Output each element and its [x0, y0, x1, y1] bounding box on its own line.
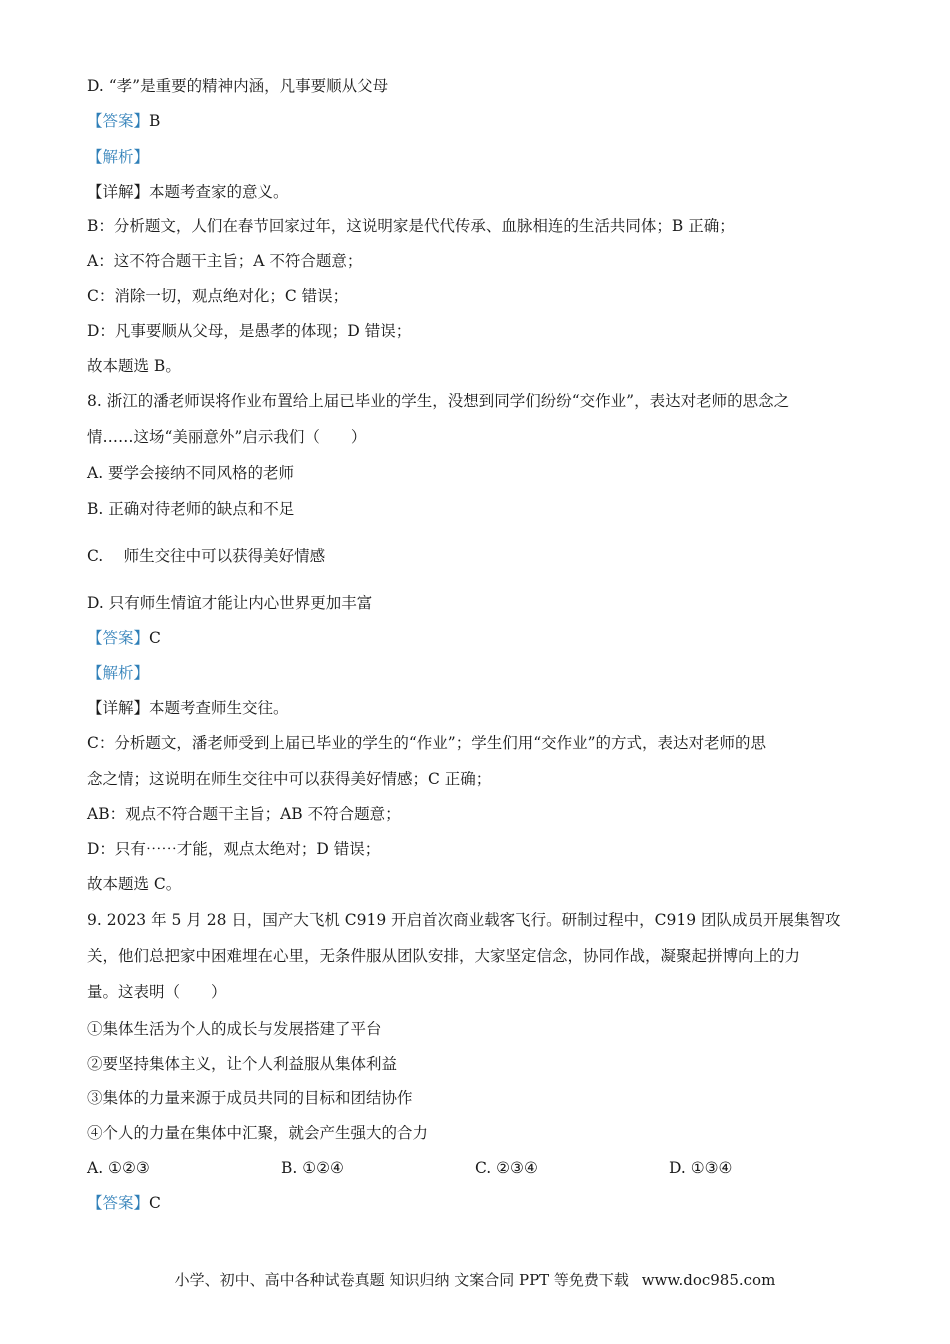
- detail-text: 本题考查师生交往。: [149, 699, 289, 717]
- q9-stem-line: 关，他们总把家中困难埋在心里，无条件服从团队安排，大家坚定信念，协同作战，凝聚起拼博向上的力: [87, 947, 801, 965]
- q9-option-b: B. ①②④: [281, 1159, 344, 1177]
- q8-answer: [87, 628, 161, 648]
- q8-option-b: B. 正确对待老师的缺点和不足: [87, 500, 295, 518]
- answer-value: C: [149, 1194, 161, 1212]
- answer-value: C: [149, 629, 161, 647]
- detail-tag: 【详解】: [87, 699, 150, 717]
- q9-statement: ③集体的力量来源于成员共同的目标和团结协作: [87, 1089, 413, 1107]
- q8-explanation-line: D：只有⋯⋯才能，观点太绝对；D 错误；: [87, 840, 381, 858]
- q9-option-c: C. ②③④: [475, 1159, 538, 1177]
- q8-explanation-line: 念之情；这说明在师生交往中可以获得美好情感；C 正确；: [87, 770, 492, 788]
- footer-text: 小学、初中、高中各种试卷真题 知识归纳 文案合同 PPT 等免费下载: [174, 1271, 629, 1289]
- q8-explanation-line: C：分析题文，潘老师受到上届已毕业的学生的“作业”；学生们用“交作业”的方式，表达对老师的思: [87, 734, 767, 752]
- q9-option-a: A. ①②③: [87, 1159, 150, 1177]
- q9-stem-line: 9. 2023 年 5 月 28 日，国产大飞机 C919 开启首次商业载客飞行。研制过程中，C919 团队成员开展集智攻: [87, 911, 841, 929]
- q9-statement: ②要坚持集体主义，让个人利益服从集体利益: [87, 1055, 398, 1073]
- q9-statement: ④个人的力量在集体中汇聚，就会产生强大的合力: [87, 1124, 429, 1142]
- q8-option-c: C. 师生交往中可以获得美好情感: [87, 547, 326, 565]
- q7-explanation-line: D：凡事要顺从父母，是愚孝的体现；D 错误；: [87, 322, 412, 340]
- page-footer: [0, 1270, 950, 1290]
- q7-explanation-line: B：分析题文，人们在春节回家过年，这说明家是代代传承、血脉相连的生活共同体；B 正确；: [87, 217, 735, 235]
- q8-explanation-line: AB：观点不符合题干主旨；AB 不符合题意；: [87, 805, 401, 823]
- q8-conclusion: 故本题选 C。: [87, 875, 182, 893]
- q8-option-d: D. 只有师生情谊才能让内心世界更加丰富: [87, 594, 373, 612]
- q7-explanation-line: A：这不符合题干主旨；A 不符合题意；: [87, 252, 363, 270]
- q9-statement: ①集体生活为个人的成长与发展搭建了平台: [87, 1020, 382, 1038]
- q8-analysis-tag: 【解析】: [87, 664, 150, 682]
- q8-stem-line: 情……这场“美丽意外”启示我们（ ）: [87, 428, 367, 446]
- q9-option-d: D. ①③④: [669, 1159, 733, 1177]
- q7-detail: [87, 182, 289, 202]
- q7-conclusion: 故本题选 B。: [87, 357, 181, 375]
- answer-tag: 【答案】: [87, 1194, 150, 1212]
- footer-link[interactable]: www.doc985.com: [641, 1271, 776, 1289]
- q8-stem-line: 8. 浙江的潘老师误将作业布置给上届已毕业的学生，没想到同学们纷纷“交作业”，表达对老师的思念之: [87, 392, 790, 410]
- answer-value: B: [149, 112, 161, 130]
- q7-option-d: D. “孝”是重要的精神内涵，凡事要顺从父母: [87, 77, 389, 95]
- q7-analysis-tag: 【解析】: [87, 148, 150, 166]
- detail-tag: 【详解】: [87, 183, 150, 201]
- q8-detail: [87, 698, 289, 718]
- detail-text: 本题考查家的意义。: [149, 183, 289, 201]
- q8-option-a: A. 要学会接纳不同风格的老师: [87, 464, 295, 482]
- q7-explanation-line: C：消除一切，观点绝对化；C 错误；: [87, 287, 349, 305]
- answer-tag: 【答案】: [87, 112, 150, 130]
- q7-answer: [87, 111, 160, 131]
- q9-answer: [87, 1193, 161, 1213]
- q9-stem-line: 量。这表明（ ）: [87, 983, 227, 1001]
- answer-tag: 【答案】: [87, 629, 150, 647]
